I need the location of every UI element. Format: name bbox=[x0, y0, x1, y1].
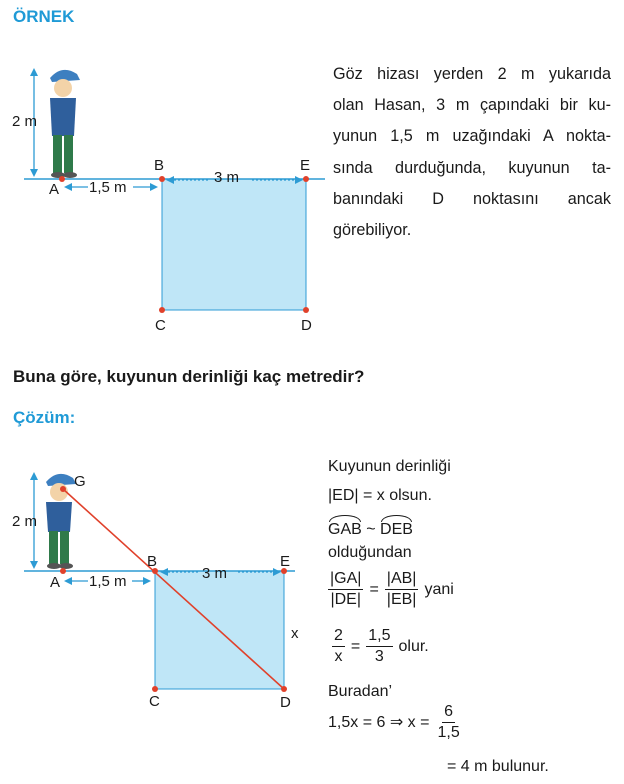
arrow-up-icon bbox=[30, 472, 38, 480]
label-E: E bbox=[300, 157, 311, 174]
solution-heading: Çözüm: bbox=[13, 408, 76, 427]
example-heading: ÖRNEK bbox=[13, 7, 75, 26]
label-A: A bbox=[50, 574, 61, 591]
height-label: 2 m bbox=[12, 513, 38, 530]
distance-label: 1,5 m bbox=[89, 573, 127, 590]
arrow-down-icon bbox=[30, 169, 38, 177]
boy-figure bbox=[50, 70, 80, 178]
solution-figure bbox=[0, 462, 330, 722]
arrow-right-icon bbox=[143, 577, 151, 585]
well-rect bbox=[162, 179, 306, 310]
arrow-right-icon bbox=[150, 183, 158, 191]
label-D: D bbox=[280, 694, 291, 711]
problem-line: Göz hizası yerden 2 m yukarıda bbox=[333, 65, 611, 83]
label-D: D bbox=[301, 317, 312, 334]
final-equation: 1,5x = 6 ⇒ x = $\frac{6}{1,5}$ bbox=[328, 703, 460, 741]
example-figure bbox=[0, 60, 330, 350]
point-E bbox=[303, 176, 309, 182]
distance-label: 1,5 m bbox=[89, 179, 127, 196]
fraction: $\frac{|AB|}{|EB|}$ bbox=[386, 570, 417, 608]
label-E: E bbox=[280, 553, 291, 570]
label-A: A bbox=[49, 181, 60, 198]
width-label: 3 m bbox=[202, 565, 228, 582]
label-B: B bbox=[154, 157, 165, 174]
point-G bbox=[60, 486, 66, 492]
problem-line: görebiliyor. bbox=[333, 221, 412, 240]
solution-line: olduğundan bbox=[328, 544, 412, 561]
solution-line: |ED| = x olsun. bbox=[328, 487, 432, 504]
depth-label: x bbox=[291, 625, 299, 642]
point-D bbox=[303, 307, 309, 313]
point-C bbox=[152, 686, 158, 692]
result-line: = 4 m bulunur. bbox=[447, 758, 549, 775]
label-B: B bbox=[147, 553, 158, 570]
label-C: C bbox=[155, 317, 166, 334]
similarity-line bbox=[328, 520, 413, 540]
solution-line: Buradan’ bbox=[328, 683, 393, 700]
label-C: C bbox=[149, 693, 160, 710]
arrow-up-icon bbox=[30, 68, 38, 76]
point-A bbox=[60, 568, 66, 574]
point-B bbox=[159, 176, 165, 182]
fraction: $\frac{1,5}{3}$ bbox=[368, 627, 391, 665]
fraction: $\frac{6}{1,5}$ bbox=[437, 703, 460, 741]
problem-line: sında durduğunda, kuyunun ta- bbox=[333, 158, 611, 177]
angle-GAB: GAB bbox=[328, 521, 362, 538]
width-label: 3 m bbox=[214, 169, 240, 186]
solution-line: Kuyunun derinliği bbox=[328, 458, 451, 475]
problem-text bbox=[333, 59, 611, 246]
similar-symbol: ~ bbox=[366, 521, 376, 538]
arrow-down-icon bbox=[30, 561, 38, 569]
fraction: $\frac{|GA|}{|DE|}$ bbox=[330, 570, 362, 608]
fraction: $\frac{2}{x}$ bbox=[334, 627, 343, 665]
problem-line: olan Hasan, 3 m çapındaki bir ku- bbox=[333, 96, 611, 115]
point-D bbox=[281, 686, 287, 692]
height-label: 2 m bbox=[12, 113, 38, 130]
label-G: G bbox=[74, 473, 86, 490]
arrow-left-icon bbox=[64, 183, 72, 191]
point-C bbox=[159, 307, 165, 313]
question-text: Buna göre, kuyunun derinliği kaç metredir? bbox=[13, 367, 365, 386]
value-equation: $\frac{2}{x}$ = $\frac{1,5}{3}$ olur. bbox=[334, 627, 429, 665]
point-A bbox=[59, 176, 65, 182]
angle-DEB: DEB bbox=[380, 521, 413, 538]
ratio-equation: $\frac{|GA|}{|DE|}$ = $\frac{|AB|}{|EB|}$ yani bbox=[330, 570, 454, 608]
problem-line: yunun 1,5 m uzağındaki A nokta- bbox=[333, 127, 611, 146]
problem-line: banındaki D noktasını ancak bbox=[333, 189, 611, 208]
arrow-left-icon bbox=[64, 577, 72, 585]
